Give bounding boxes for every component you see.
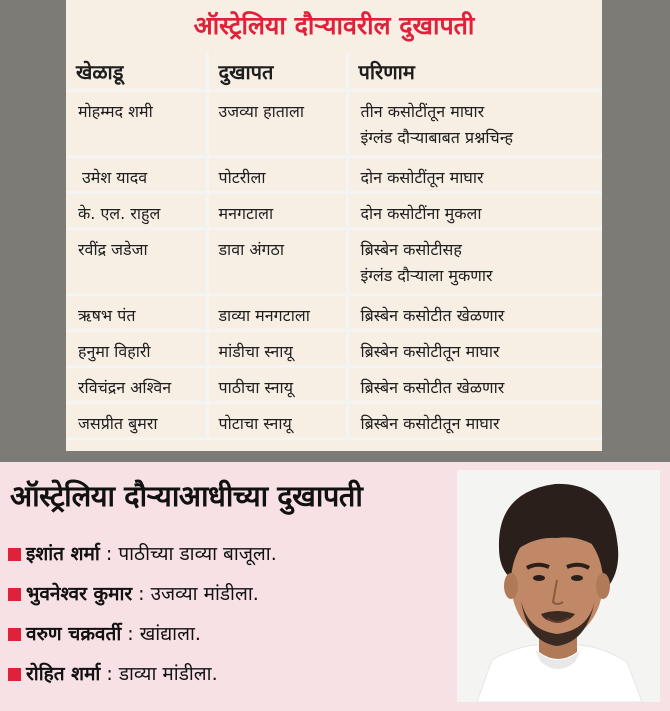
list-item: [8, 534, 277, 574]
header-player: खेळाडू: [66, 52, 207, 90]
injuries-table: [66, 52, 602, 440]
player-cell: रवींद्र जडेजा: [66, 228, 207, 294]
player-name: भुवनेश्वर कुमार: [26, 583, 133, 605]
injury-cell: डावा अंगठा: [207, 228, 347, 294]
player-cell: हनुमा विहारी: [66, 330, 207, 366]
effect-cell: ब्रिस्बेन कसोटीत खेळणार: [347, 366, 602, 402]
separator: :: [132, 583, 151, 605]
player-cell: मोहम्मद शमी: [66, 90, 207, 156]
injury-cell: डाव्या मनगटाला: [207, 294, 347, 330]
effect-line: इंग्लंड दौऱ्याला मुकणार: [360, 265, 493, 285]
effect-cell: ब्रिस्बेन कसोटीतून माघार: [347, 330, 602, 366]
box-title: ऑस्ट्रेलिया दौऱ्याआधीच्या दुखापती: [10, 479, 363, 513]
table-row: [66, 402, 602, 438]
pre-tour-injury-list: [8, 534, 277, 694]
player-photo: [457, 470, 660, 702]
table-row: [66, 156, 602, 192]
table-row: [66, 228, 602, 294]
header-injury: दुखापत: [207, 52, 347, 90]
effect-cell: ब्रिस्बेन कसोटीतून माघार: [347, 402, 602, 438]
injury-detail: डाव्या मांडीला.: [118, 663, 218, 685]
table-row: [66, 294, 602, 330]
red-square-bullet-icon: [8, 548, 21, 561]
effect-line: इंग्लंड दौऱ्याबाबत प्रश्नचिन्ह: [360, 127, 513, 147]
injuries-table-panel: [66, 0, 602, 451]
list-item: [8, 654, 277, 694]
player-cell: जसप्रीत बुमरा: [66, 402, 207, 438]
effect-line: तीन कसोटींतून माघार: [360, 101, 485, 121]
player-name: वरुण चक्रवर्ती: [26, 623, 122, 645]
red-square-bullet-icon: [8, 588, 21, 601]
effect-cell: दोन कसोटींतून माघार: [347, 156, 602, 192]
separator: :: [121, 623, 140, 645]
player-cell: उमेश यादव: [66, 156, 207, 192]
effect-cell: [347, 90, 602, 156]
injury-cell: मांडीचा स्नायू: [207, 330, 347, 366]
red-square-bullet-icon: [8, 668, 21, 681]
injury-detail: पाठीच्या डाव्या बाजूला.: [118, 543, 277, 565]
table-row: [66, 90, 602, 156]
list-item: [8, 574, 277, 614]
injury-cell: मनगटाला: [207, 192, 347, 228]
player-cell: के. एल. राहुल: [66, 192, 207, 228]
list-item: [8, 614, 277, 654]
separator: :: [100, 663, 119, 685]
injury-cell: पोटाचा स्नायू: [207, 402, 347, 438]
table-title: ऑस्ट्रेलिया दौऱ्यावरील दुखापती: [193, 11, 475, 40]
injury-detail: उजव्या मांडीला.: [150, 583, 259, 605]
player-name: इशांत शर्मा: [26, 543, 100, 565]
effect-cell: [347, 228, 602, 294]
table-row: [66, 192, 602, 228]
injury-cell: पोटरीला: [207, 156, 347, 192]
player-cell: ऋषभ पंत: [66, 294, 207, 330]
separator: :: [99, 543, 119, 565]
player-portrait-image: [457, 470, 660, 702]
table-row: [66, 330, 602, 366]
injury-cell: पाठीचा स्नायू: [207, 366, 347, 402]
player-cell: रविचंद्रन अश्विन: [66, 366, 207, 402]
effect-cell: दोन कसोटींना मुकला: [347, 192, 602, 228]
player-name: रोहित शर्मा: [26, 663, 101, 685]
header-effect: परिणाम: [347, 52, 602, 90]
red-square-bullet-icon: [8, 628, 21, 641]
effect-cell: ब्रिस्बेन कसोटीत खेळणार: [347, 294, 602, 330]
effect-line: ब्रिस्बेन कसोटीसह: [360, 239, 462, 259]
table-header-row: [66, 52, 602, 90]
table-row: [66, 366, 602, 402]
injury-cell: उजव्या हाताला: [207, 90, 347, 156]
injury-detail: खांद्याला.: [139, 623, 201, 645]
